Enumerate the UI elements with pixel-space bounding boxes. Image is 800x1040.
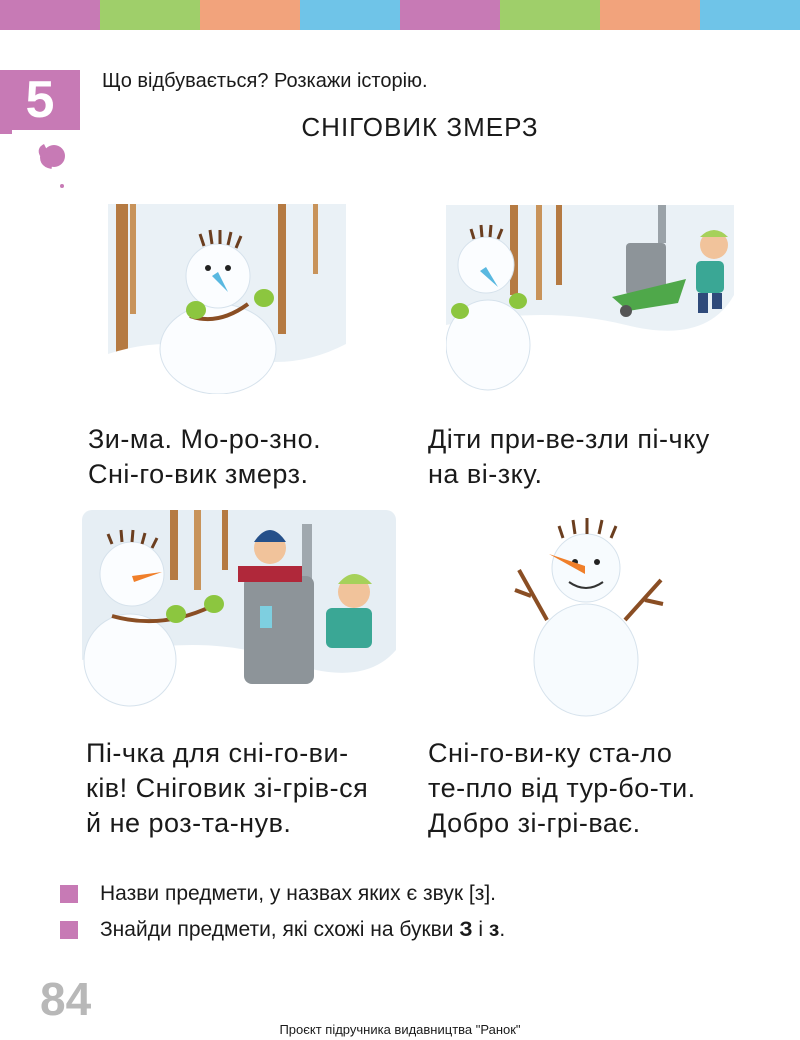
letter-upper: З bbox=[459, 918, 473, 941]
stripe-segment bbox=[300, 0, 400, 30]
task-1: Назви предмети, у назвах яких є звук [з]. bbox=[100, 882, 497, 905]
caption-line: на ві-зку. bbox=[428, 459, 543, 489]
happy-snowman-illustration bbox=[505, 510, 667, 722]
caption-line: Пі-чка для сні-го-ви- bbox=[86, 738, 349, 768]
task-2-text: Знайди предмети, які схожі на букви bbox=[100, 918, 460, 941]
task-instruction: Що відбувається? Розкажи історію. bbox=[102, 70, 428, 92]
panel-1-caption bbox=[88, 422, 321, 492]
boy-bringing-stove-illustration bbox=[446, 205, 734, 395]
task-2 bbox=[100, 918, 505, 942]
caption-line: Сні-го-ви-ку ста-ло bbox=[428, 738, 673, 768]
task-2-end: . bbox=[499, 918, 506, 941]
letter-lower: з bbox=[488, 918, 500, 941]
story-title: СНІГОВИК ЗМЕРЗ bbox=[301, 112, 539, 142]
footer-note: Проєкт підручника видавництва "Ранок" bbox=[279, 1022, 521, 1037]
task-bullet bbox=[60, 885, 78, 903]
task-bullet bbox=[60, 921, 78, 939]
stripe-segment bbox=[0, 0, 100, 30]
stripe-segment bbox=[500, 0, 600, 30]
caption-line: Добро зі-грі-ває. bbox=[428, 808, 641, 838]
caption-line: ків! Сніговик зі-грів-ся bbox=[86, 773, 369, 803]
caption-line: Сні-го-вик змерз. bbox=[88, 459, 309, 489]
stripe-segment bbox=[200, 0, 300, 30]
panel-4-caption bbox=[428, 736, 696, 841]
stripe-segment bbox=[400, 0, 500, 30]
color-stripe bbox=[0, 0, 800, 30]
stripe-segment bbox=[700, 0, 800, 30]
lesson-number: 5 bbox=[0, 70, 80, 130]
caption-line: й не роз-та-нув. bbox=[86, 808, 292, 838]
task-2-conj: і bbox=[472, 918, 489, 941]
stripe-segment bbox=[600, 0, 700, 30]
snowman-in-winter-forest-illustration bbox=[108, 204, 346, 394]
caption-line: те-пло від тур-бо-ти. bbox=[428, 773, 696, 803]
page-number: 84 bbox=[40, 973, 92, 1025]
caption-line: Зи-ма. Мо-ро-зно. bbox=[88, 424, 322, 454]
caption-line: Діти при-ве-зли пі-чку bbox=[428, 424, 710, 454]
panel-2-caption bbox=[428, 422, 710, 492]
stripe-segment bbox=[100, 0, 200, 30]
panel-3-caption bbox=[86, 736, 368, 841]
children-with-stove-illustration bbox=[82, 510, 396, 712]
